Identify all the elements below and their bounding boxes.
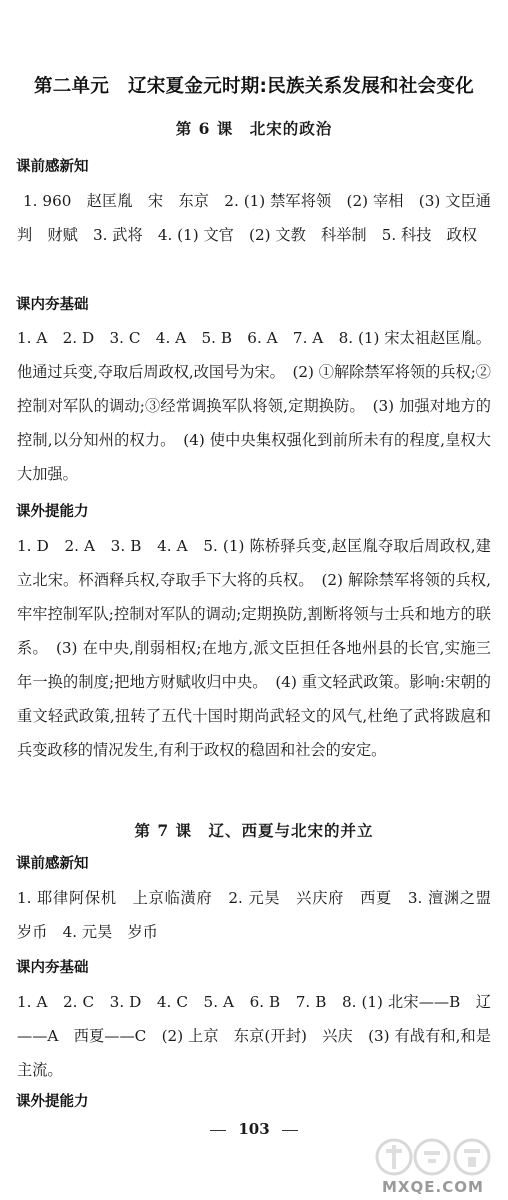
lesson-7-section-preview-heading: 课前感新知 xyxy=(16,856,89,872)
lesson-7-title: 第 7 课 辽、西夏与北宋的并立 xyxy=(134,821,374,840)
lesson-7-section-preview-text: 1. 耶律阿保机 上京临潢府 2. 元昊 兴庆府 西夏 3. 澶渊之盟 岁币 4. 元昊 岁币 xyxy=(17,889,507,941)
lesson-6-section-ability-text: 1. D 2. A 3. B 4. A 5. (1) 陈桥驿兵变,赵匡胤夺取后周政权,建立北宋。杯酒释兵权,夺取手下大将的兵权。 (2) 解除禁军将领的兵权,牢牢控制军队;控制对军队的调动;定期换防,割断将领与士兵和地方的联系。 (3) 在中央,削弱相权;在地方,派文臣担任各地州县的长官,实施三年一换的制度;把地方财赋收归中央。 (4) 重文轻武政策。影响:宋朝的重文轻武政策,扭转了五代十国时期尚武轻文的风气,杜绝了武将跋扈和兵变政移的情况发生,有利于政权的稳固和社会的安定。 xyxy=(17,537,491,759)
lesson-7-section-ability-heading: 课外提能力 xyxy=(16,1094,89,1110)
lesson-6-title: 第 6 课 北宋的政治 xyxy=(175,119,333,138)
lesson-6-section-preview-text: 1. 960 赵匡胤 宋 东京 2. (1) 禁军将领 (2) 宰相 (3) 文臣通判 财赋 3. 武将 4. (1) 文官 (2) 文教 科举制 5. 科技 政权 xyxy=(17,192,491,244)
lesson-7-section-basics-heading: 课内夯基础 xyxy=(16,960,89,976)
lesson-6-section-ability-heading: 课外提能力 xyxy=(16,504,89,520)
watermark-text: MXQE.COM xyxy=(382,1178,484,1196)
page-number-left-dash xyxy=(210,1130,226,1131)
lesson-6-section-basics-heading: 课内夯基础 xyxy=(16,297,89,313)
lesson-6-section-preview-heading: 课前感新知 xyxy=(16,159,89,175)
unit-title: 第二单元 辽宋夏金元时期:民族关系发展和社会变化 xyxy=(33,76,475,97)
page-number-right-dash xyxy=(282,1130,298,1131)
page-number-value: 103 xyxy=(238,1120,270,1138)
lesson-7-section-basics-text: 1. A 2. C 3. D 4. C 5. A 6. B 7. B 8. (1) 北宋——B 辽——A 西夏——C (2) 上京 东京(开封) 兴庆 (3) 有战有和,和是主流。 xyxy=(17,993,491,1079)
lesson-6-section-basics-text: 1. A 2. D 3. C 4. A 5. B 6. A 7. A 8. (1) 宋太祖赵匡胤。他通过兵变,夺取后周政权,改国号为宋。 (2) ①解除禁军将领的兵权;②控制对军队的调动;③经常调换军队将领,定期换防。 (3) 加强对地方的控制,以分知州的权力。 (4) 使中央集权强化到前所未有的程度,皇权大大加强。 xyxy=(17,329,491,483)
